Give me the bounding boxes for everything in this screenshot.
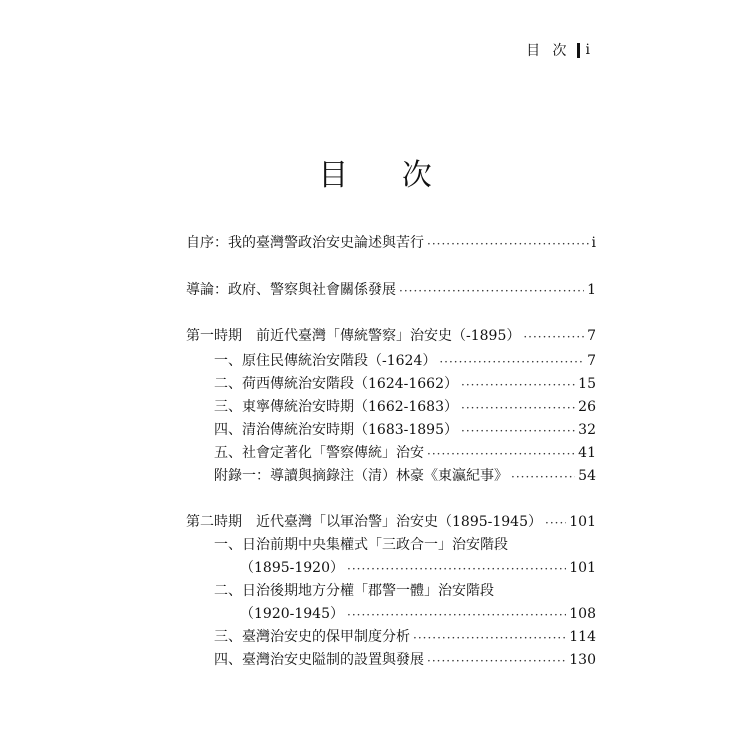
toc-entry-page: i [591, 235, 596, 251]
toc-entry-1-5[interactable] [214, 443, 596, 463]
toc-leader-dots [413, 629, 566, 647]
toc-entry-2-4[interactable] [214, 650, 596, 670]
toc-entry-1-1[interactable] [214, 351, 596, 371]
running-head-page-number: i [585, 42, 594, 58]
toc-entry-text: 三、臺灣治安史的保甲制度分析 [214, 629, 410, 645]
toc-leader-dots [439, 353, 584, 371]
toc-entry-2-3[interactable] [214, 627, 596, 647]
toc-entry-2-1-years[interactable] [240, 558, 596, 578]
toc-entry-2-2-years[interactable] [240, 604, 596, 624]
toc-leader-dots [427, 445, 575, 463]
toc-entry-page: 26 [578, 399, 596, 415]
toc-entry-page: 15 [578, 376, 596, 392]
toc-entry-page: 114 [569, 629, 596, 645]
toc-leader-dots [461, 376, 575, 394]
toc-entry-text: 附錄一：導讀與摘錄注（清）林豪《東瀛紀事》 [214, 468, 508, 484]
toc-leader-dots [427, 235, 589, 253]
toc-entry-2-2-title[interactable] [214, 581, 596, 601]
toc-entry-introduction[interactable] [186, 280, 596, 300]
toc-leader-dots [545, 514, 566, 532]
toc-leader-dots [347, 606, 566, 624]
toc-entry-1-2[interactable] [214, 374, 596, 394]
toc-entry-text: 二、荷西傳統治安階段（1624-1662） [214, 376, 458, 392]
toc-entry-period-1[interactable] [186, 326, 596, 346]
toc-entry-text: 一、日治前期中央集權式「三政合一」治安階段 [214, 537, 508, 553]
toc-entry-text: 二、日治後期地方分權「郡警一體」治安階段 [214, 583, 494, 599]
toc-leader-dots [427, 652, 566, 670]
toc-entry-appendix-1[interactable] [214, 466, 596, 486]
toc-entry-text: 自序：我的臺灣警政治安史論述與苦行 [186, 235, 424, 251]
toc-entry-1-3[interactable] [214, 397, 596, 417]
toc-entry-period-2[interactable] [186, 512, 596, 532]
toc-entry-text: 四、清治傳統治安時期（1683-1895） [214, 422, 458, 438]
toc-entry-page: 7 [587, 353, 596, 369]
toc-entry-text: 導論：政府、警察與社會關係發展 [186, 282, 396, 298]
toc-entry-text: 四、臺灣治安史隘制的設置與發展 [214, 652, 424, 668]
running-head-title: 目 次 [526, 43, 571, 59]
toc-entry-page: 32 [578, 422, 596, 438]
toc-entry-preface[interactable] [186, 233, 596, 253]
toc-leader-dots [511, 468, 575, 486]
toc-leader-dots [461, 399, 575, 417]
toc-entry-page: 101 [569, 514, 596, 530]
toc-entry-text: 一、原住民傳統治安階段（-1624） [214, 353, 437, 369]
toc-entry-text: （1895-1920） [240, 560, 344, 576]
toc-leader-dots [523, 328, 584, 346]
toc-entry-page: 108 [569, 606, 596, 622]
toc-entry-page: 101 [569, 560, 596, 576]
toc-entry-page: 1 [587, 282, 596, 298]
toc-entry-text: 三、東寧傳統治安時期（1662-1683） [214, 399, 458, 415]
toc-entry-text: 第一時期 前近代臺灣「傳統警察」治安史（-1895） [186, 328, 521, 344]
toc-entry-2-1-title[interactable] [214, 535, 596, 555]
toc-entry-text: （1920-1945） [240, 606, 344, 622]
toc-leader-dots [347, 560, 566, 578]
toc-entry-text: 五、社會定著化「警察傳統」治安 [214, 445, 424, 461]
toc-entry-page: 7 [587, 328, 596, 344]
page-title: 目 次 [318, 158, 454, 193]
toc-entry-page: 54 [578, 468, 596, 484]
toc-entry-page: 41 [578, 445, 596, 461]
toc-entry-page: 130 [569, 652, 596, 668]
toc-leader-dots [399, 282, 584, 300]
toc-leader-dots [461, 422, 575, 440]
toc-entry-text: 第二時期 近代臺灣「以軍治警」治安史（1895-1945） [186, 514, 542, 530]
toc-entry-1-4[interactable] [214, 420, 596, 440]
